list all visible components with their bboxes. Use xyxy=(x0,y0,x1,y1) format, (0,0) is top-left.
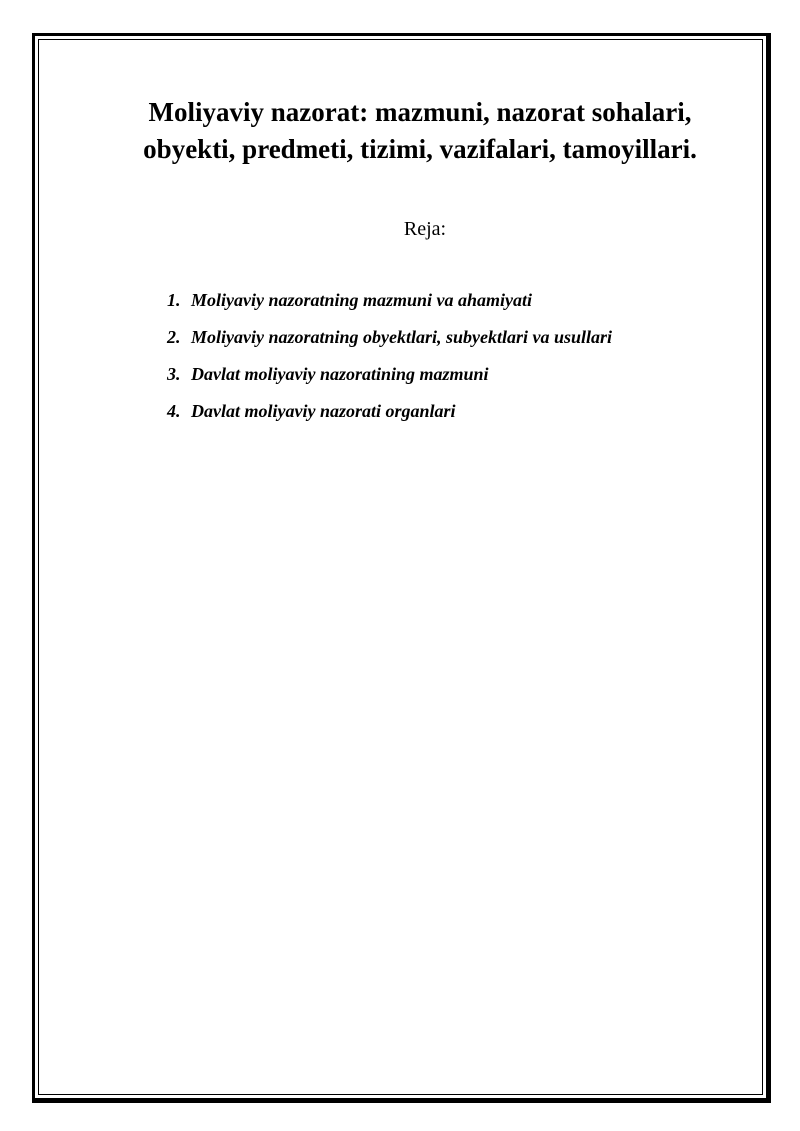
plan-item xyxy=(167,362,612,399)
plan-item-number: 2. xyxy=(167,327,181,347)
plan-item-text: Davlat moliyaviy nazorati organlari xyxy=(191,401,456,421)
title-line: Moliyaviy nazorat: mazmuni, nazorat sohalari, xyxy=(148,97,692,127)
plan-item-number: 1. xyxy=(167,290,181,310)
page-border xyxy=(32,33,771,1103)
plan-item-number: 4. xyxy=(167,401,181,421)
plan-item-text: Davlat moliyaviy nazoratining mazmuni xyxy=(191,364,489,384)
title-line: obyekti, predmeti, tizimi, vazifalari, tamoyillari. xyxy=(143,134,697,164)
plan-item xyxy=(167,325,612,362)
plan-item-text: Moliyaviy nazoratning mazmuni va ahamiyati xyxy=(191,290,533,310)
plan-item xyxy=(167,288,612,325)
plan-list xyxy=(167,288,612,436)
plan-item xyxy=(167,399,612,436)
plan-heading: Reja: xyxy=(403,218,447,240)
plan-item-number: 3. xyxy=(167,364,181,384)
plan-item-text: Moliyaviy nazoratning obyektlari, subyektlari va usullari xyxy=(191,327,613,347)
page-border-inner xyxy=(38,39,763,1095)
document-title xyxy=(60,94,780,168)
